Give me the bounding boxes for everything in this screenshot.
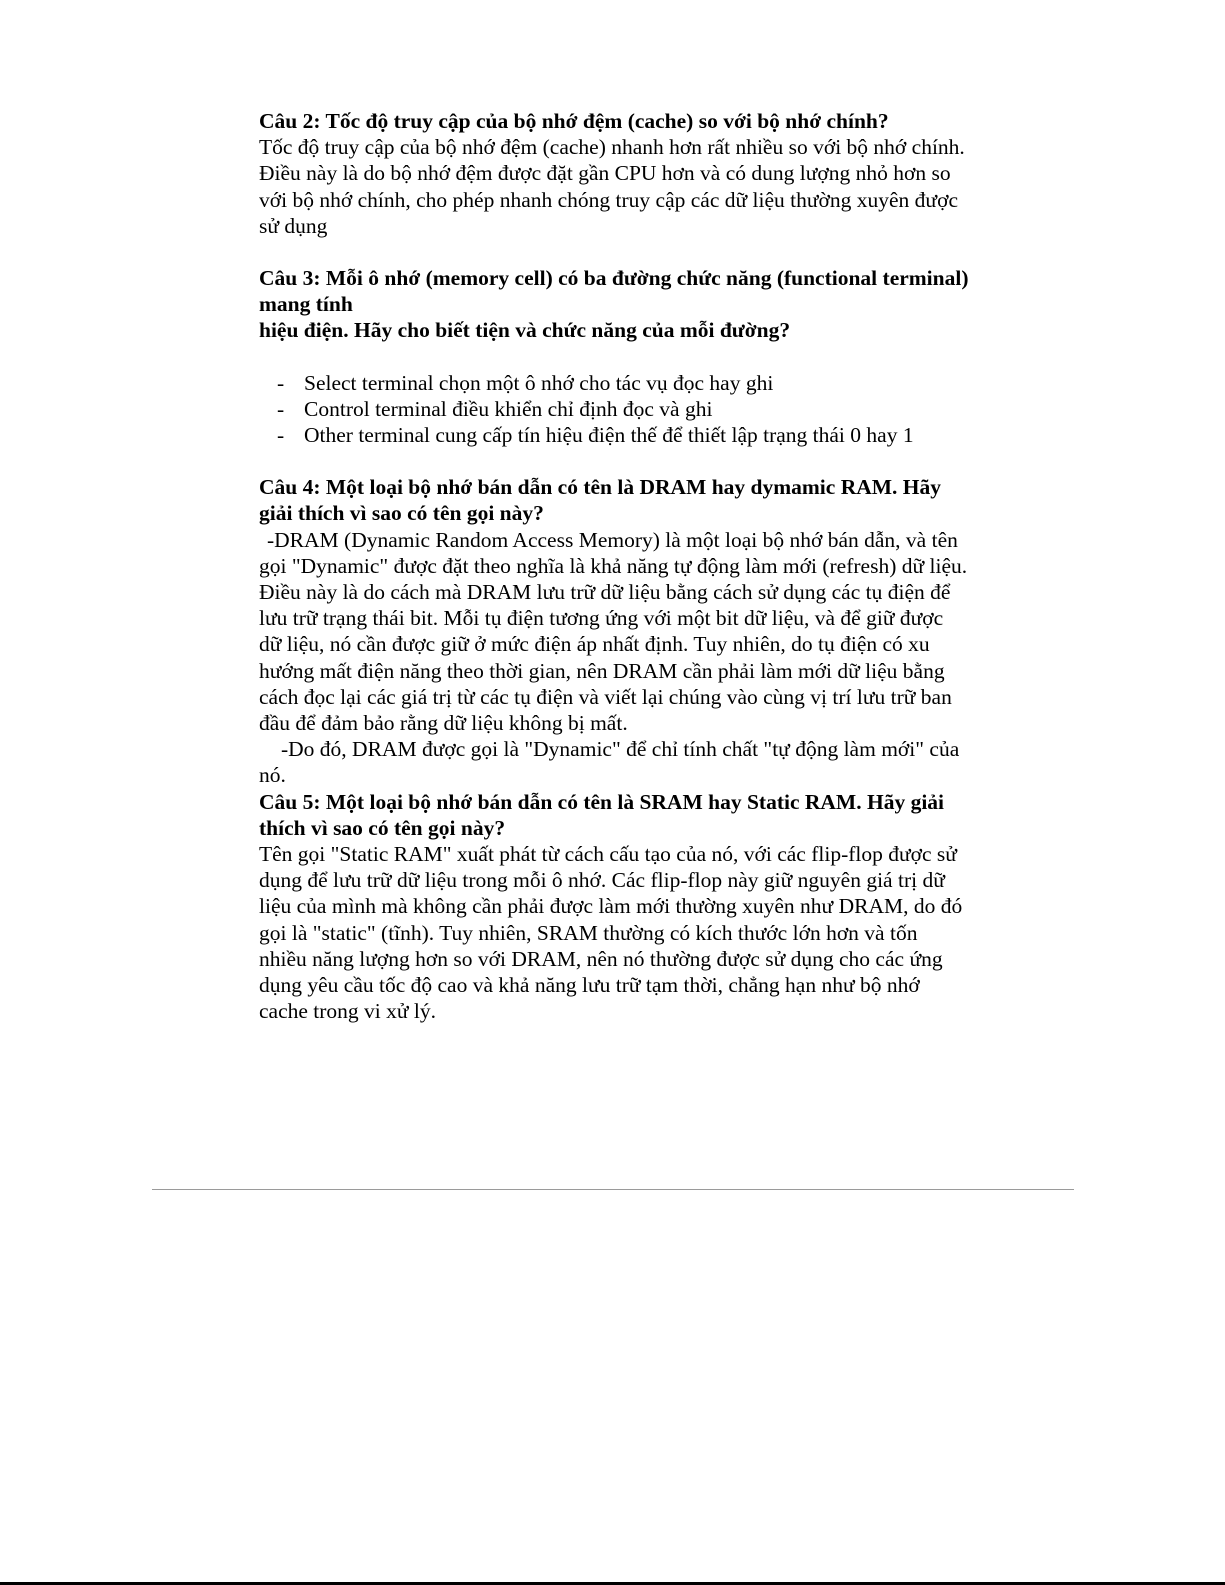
list-item — [259, 422, 969, 448]
document-body — [259, 108, 969, 1025]
spacer — [259, 448, 969, 474]
bullet-dash: - — [277, 423, 285, 448]
question-3-heading-line-1: Câu 3: Mỗi ô nhớ (memory cell) có ba đường chức năng (functional terminal) mang tính — [259, 266, 969, 317]
list-item-text: Control terminal điều khiển chỉ định đọc và ghi — [304, 396, 713, 421]
bullet-dash: - — [277, 396, 285, 421]
question-3-terminal-list — [259, 370, 969, 449]
page-divider — [152, 1189, 1074, 1190]
question-5-heading: Câu 5: Một loại bộ nhớ bán dẫn có tên là SRAM hay Static RAM. Hãy giải thích vì sao có tên gọi này? — [259, 789, 945, 840]
question-2 — [259, 108, 969, 239]
question-2-heading: Câu 2: Tốc độ truy cập của bộ nhớ đệm (cache) so với bộ nhớ chính? — [259, 109, 889, 133]
bullet-dash: - — [277, 370, 285, 395]
list-item — [259, 370, 969, 396]
question-5 — [259, 789, 969, 1025]
list-item-text: Other terminal cung cấp tín hiệu điện thế để thiết lập trạng thái 0 hay 1 — [304, 423, 914, 448]
question-4-answer-paragraph-1: -DRAM (Dynamic Random Access Memory) là một loại bộ nhớ bán dẫn, và tên gọi "Dynamic" được đặt theo nghĩa là khả năng tự động làm mới (refresh) dữ liệu. Điều này là do cách mà DRAM lưu trữ dữ liệu bằng cách sử dụng các tụ điện để lưu trữ trạng thái bit. Mỗi tụ điện tương ứng với một bit dữ liệu, và để giữ được dữ liệu, nó cần được giữ ở mức điện áp nhất định. Tuy nhiên, do tụ điện có xu hướng mất điện năng theo thời gian, nên DRAM cần phải làm mới dữ liệu bằng cách đọc lại các giá trị từ các tụ điện và viết lại chúng vào cùng vị trí lưu trữ ban đầu để đảm bảo rằng dữ liệu không bị mất. — [259, 527, 968, 736]
question-4 — [259, 474, 969, 788]
spacer — [259, 239, 969, 265]
question-4-answer-paragraph-2: -Do đó, DRAM được gọi là "Dynamic" để chỉ tính chất "tự động làm mới" của nó. — [259, 737, 960, 788]
spacer — [259, 344, 969, 370]
question-3-heading-line-2: hiệu điện. Hãy cho biết tiện và chức năng của mỗi đường? — [259, 318, 791, 343]
question-2-answer: Tốc độ truy cập của bộ nhớ đệm (cache) nhanh hơn rất nhiều so với bộ nhớ chính. Điều này là do bộ nhớ đệm được đặt gần CPU hơn và có dung lượng nhỏ hơn so với bộ nhớ chính, cho phép nhanh chóng truy cập các dữ liệu thường xuyên được sử dụng — [259, 135, 965, 238]
list-item-text: Select terminal chọn một ô nhớ cho tác vụ đọc hay ghi — [304, 370, 774, 395]
question-5-answer: Tên gọi "Static RAM" xuất phát từ cách cấu tạo của nó, với các flip-flop được sử dụng để lưu trữ dữ liệu trong mỗi ô nhớ. Các flip-flop này giữ nguyên giá trị dữ liệu của mình mà không cần phải được làm mới thường xuyên như DRAM, do đó gọi là "static" (tĩnh). Tuy nhiên, SRAM thường có kích thước lớn hơn và tốn nhiều năng lượng hơn so với DRAM, nên nó thường được sử dụng cho các ứng dụng yêu cầu tốc độ cao và khả năng lưu trữ tạm thời, chẳng hạn như bộ nhớ cache trong vi xử lý. — [259, 842, 963, 1024]
list-item — [259, 396, 969, 422]
question-3 — [259, 265, 969, 448]
question-4-heading: Câu 4: Một loại bộ nhớ bán dẫn có tên là DRAM hay dymamic RAM. Hãy giải thích vì sao có tên gọi này? — [259, 475, 942, 526]
